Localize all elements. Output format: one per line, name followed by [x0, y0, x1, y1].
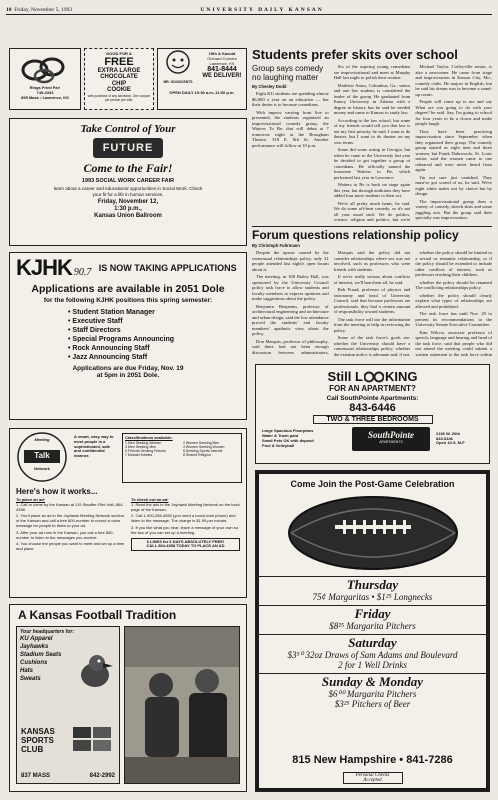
place-step: 1. Call or come by the Kansan at 119 Stauffer-Flint Hall, 864-4358 [16, 501, 124, 512]
kjhk-frequency: 90.7 [73, 267, 92, 278]
article-skits [252, 48, 492, 224]
kjhk-position-item: • Rock Announcing Staff [68, 344, 246, 353]
football-icon [283, 493, 463, 573]
kjhk-logo: KJHK [16, 254, 72, 280]
goodcents-hours: OPEN DAILY 10:30 a.m.-11:00 p.m. [169, 89, 235, 95]
store-item: Jayhawks [20, 643, 49, 650]
postgame-deal: $3⁵⁰ 32oz Draws of Sam Adams and Boulevard [287, 650, 458, 660]
fair-time: 1:30 p.m., [114, 206, 142, 213]
fair-subtitle: Come to the Fair! [83, 161, 173, 175]
goodcents-ad [157, 48, 247, 110]
check-ad-heading: To check out an ad: [131, 497, 169, 502]
forum-column-1 [252, 250, 329, 356]
masthead [6, 5, 492, 15]
article-paragraph: whether the policy should clearly explain what types of relationships are allowed and prohibited. [415, 292, 492, 309]
card-icon [73, 740, 91, 751]
article-paragraph: Michael Taylor, Coffeyville senior, is also a newcomer. He came from stage and improvisation in Kansas City, Mo., comedy clubs. He majors in English, but he said his dream was to become a stand-up comic. [415, 64, 492, 97]
store-name: KANSAS SPORTS CLUB [21, 727, 55, 754]
classifications-list [125, 441, 239, 458]
skits-column-3 [415, 64, 492, 222]
card-icon [93, 727, 111, 738]
check-step: 1. Read the ads in the Jayhawk Meeting Network on the back page of the Kansan. [131, 501, 240, 512]
feature-item: Large Spacious Floorplans [262, 428, 314, 434]
feature-item: Water & Trash paid [262, 433, 299, 439]
southpointe-logo: SouthPointe [367, 430, 414, 440]
southpointe-sub: FOR AN APARTMENT? [329, 384, 416, 393]
cookie-free: FREE [104, 55, 134, 68]
skits-column-1 [252, 91, 329, 148]
skits-deck: Group says comedy no laughing matter [252, 64, 324, 82]
article-paragraph: According to the law school, but some of my friends would tell you that law is not my first priority, he said. I want to do theater, but I want to do theater on my own terms. [333, 117, 411, 145]
store-heading: Your headquarters for: [20, 629, 74, 635]
article-paragraph: Kim Wilcox, associate professor of speech, language and hearing and head of the task force, said that people who did not attend the meeting could submit a written statement to the task force within [415, 329, 492, 356]
article-paragraph: Benjamin Benjamin, professor of architectural engineering and architecture and urban design, said the low attendance proved the students' and faculty members' apathetic view about the policy. [252, 303, 329, 336]
fair-event: 1993 SOCIAL WORK CAREER FAIR [81, 178, 175, 184]
postgame-title: Come Join the Post-Game Celebration [290, 479, 455, 489]
football-fans-photo [124, 626, 240, 784]
article-paragraph: The task force has until Nov. 29 to present its recommendations to the University Senate Executive Committee. [415, 311, 492, 327]
feature-item: Small Pets OK with deposit [262, 438, 314, 443]
goodcents-phone: 841-8444 [207, 66, 237, 74]
southpointe-addr3: Open 10-5, M-F [436, 440, 465, 446]
classification-item: 4 Women Seeking Women [183, 445, 225, 449]
southpointe-beds: TWO & THREE BEDROOMS [313, 415, 433, 424]
kjhk-ad [9, 252, 247, 420]
postgame-deal: $8²⁵ Margarita Pitchers [329, 621, 416, 631]
payment-cards [73, 727, 111, 751]
article-forum [252, 226, 492, 358]
postgame-day: Saturday [259, 634, 486, 650]
skits-headline: Students prefer skits over school [252, 48, 458, 62]
store-phone: 842-2992 [89, 773, 115, 779]
skits-column-2 [334, 64, 411, 222]
article-paragraph: Some did some acting in Georgia, but when he came to the University last year he decided to get together a group of comedians. He officially named the foursome Waiters to Be, which performed last year in Lawrence. [333, 147, 411, 180]
store-item: Sweats [20, 675, 41, 682]
article-paragraph: Eight KU students are spending almost $6,000 a year on an education — but their desire is to become comedians. [252, 91, 329, 107]
southpointe-phone: 843-6446 [349, 402, 396, 414]
article-paragraph: Matthew Amos, Columbus, Ga., senior and one law student, is considered the leader of the group. He graduated from Emory University in Atlanta with a degree in history but he said he needed money and came to Kansas to study law. [333, 82, 411, 115]
photo-people [125, 627, 240, 784]
paper-name: UNIVERSITY DAILY KANSAN [200, 7, 324, 13]
page-number: 10 [6, 7, 12, 13]
article-paragraph: The task force will use the information from the meeting to help in reviewing the policy. [333, 316, 411, 333]
card-icon [93, 740, 111, 751]
title-part1: Still L [327, 369, 363, 384]
kjhk-heading: IS NOW TAKING APPLICATIONS [98, 262, 237, 273]
postgame-day: Thursday [259, 576, 486, 592]
article-paragraph: Despite the uproar caused by the consensual relationships policy, only 21 people attended last night's open forum about it. [252, 250, 329, 272]
goodcents-address2: Orchard Corners [207, 55, 237, 61]
check-step: 2. Call 1-900-285-4550 (you need a touch-tone phone) and listen to the message. The charge is $1.95 per minute. [131, 513, 236, 524]
southpointe-features [262, 429, 352, 448]
goodcents-delivery: WE DELIVER! [202, 73, 242, 80]
onion-rings-icon [10, 52, 80, 86]
cookie-line3: EXTRA LARGE [97, 67, 141, 74]
issue-date: Friday, November 5, 1993 [14, 7, 73, 13]
postgame-address: 815 New Hampshire • 841-7286 [292, 754, 453, 766]
football-tradition-ad [9, 604, 247, 792]
cookie-coupon [84, 48, 154, 110]
fair-description: learn about a career and educational opportunities in Social Work. Check your fit for a life in human services. [53, 186, 203, 197]
classification-item: 3 Men Seeking Men [125, 445, 157, 449]
article-paragraph: Six of the aspiring young comedians are improvisational and meet at Murphy Hall last night to polish their routine. [333, 64, 411, 80]
postgame-deal: 75¢ Margaritas • $1²⁵ Longnecks [312, 592, 433, 602]
free-lines-offer: 6 LINES for 6 DAYS ABSOLUTELY FREE! [146, 538, 225, 544]
logo-bottom: Network [34, 466, 50, 471]
postgame-ad [255, 470, 490, 792]
cookie-line6: COOKIE [107, 87, 131, 94]
postgame-deal: 2 for 1 Well Drinks [338, 660, 407, 670]
title-part2: KING [384, 369, 418, 384]
article-paragraph: Marquis said the policy did not consider relationships where sex was not involved, such as professors who were friends with students. [333, 250, 411, 272]
logo-top: Meeting [34, 437, 50, 442]
store-item: Stadium Seats [20, 651, 62, 658]
postgame-day: Sunday & Monday [259, 673, 486, 689]
article-paragraph: Don Marquis, professor of philosophy, said there had not been enough discussion between administrators, [252, 338, 329, 355]
store-item: Hats [20, 667, 34, 674]
southpointe-logo-sub: APARTMENTS [379, 440, 403, 444]
classification-item: 7 Mutual Hobbies [125, 453, 153, 458]
forum-column-2 [334, 250, 411, 356]
free-lines-call: CALL 864-4358 TODAY TO PLACE AN AD [146, 543, 225, 549]
classification-item: 2 Women Seeking Men [183, 440, 220, 445]
article-paragraph: Some of the task force's goals are: whether the University should have a consensual relationships policy; whether the existing policy is adequate and, if not, [333, 335, 411, 356]
forum-headline: Forum questions relationship policy [252, 228, 459, 242]
forum-column-3 [415, 250, 492, 356]
article-paragraph: We're all pretty much hams, he said. We do some off-beat comedy, so it's not all your usual stuff. We do politics, science, religion and politics, but we're [333, 200, 411, 222]
how-it-works: Here's how it works... [16, 487, 98, 496]
southpointe-call: Call SouthPointe Apartments: [326, 395, 419, 402]
rings-ad [9, 48, 81, 110]
goodcents-logo-icon [161, 49, 195, 75]
jayhawk-icon [75, 651, 115, 691]
cookie-line1: GOOD FOR A [106, 51, 132, 56]
article-paragraph: With improv varying from live to presented, the students organized an improvisational comedy group, the Waiters To Be, that will debut at 7 tomorrow night at the Brougham Theatre, 318 E. 8th St. Another performance will follow at 10 p.m. [252, 109, 329, 148]
rings-phone: 749-4333 [36, 89, 54, 95]
place-ad-heading: To place an ad: [16, 497, 45, 502]
postgame-checks: Personal Checks Accepted [343, 772, 403, 784]
postgame-deal: $6⁰⁰ Margarita Pitchers [328, 689, 417, 699]
classifications-heading: Classifications available: [125, 435, 173, 440]
article-paragraph: The meeting, in 100 Bailey Hall, was sponsored by the University Council policy task force to allow students and faculty members to express opinions and make suggestions about the policy. [252, 274, 329, 301]
cookie-line5: CHIP [111, 80, 127, 87]
article-paragraph: whether the policy should be limited to a sexual or romantic relationship, or if the policy should be extended to include other conflicts of interest, such as professors teaching their children. [415, 250, 492, 277]
southpointe-addr2: 843-6446 [436, 435, 453, 441]
fair-date: Friday, November 12, [97, 199, 159, 206]
postgame-deal: $3²⁵ Pitchers of Beer [334, 699, 411, 709]
postgame-day: Friday [259, 605, 486, 621]
southpointe-ad [255, 364, 490, 464]
logo-mid: Talk [34, 451, 50, 460]
kjhk-position-item: • Jazz Announcing Staff [68, 353, 246, 362]
article-paragraph: The improvisational group does a variety of comedy, sketch skits and some juggling acts. But the group said their specialty was improvisation. [415, 198, 492, 220]
kjhk-due2: at 5pm in 2051 Dole. [96, 372, 160, 379]
forum-byline: By Christoph Fuhrmann [252, 243, 300, 248]
binoculars-icon [364, 371, 384, 383]
meeting-talk-logo [10, 429, 74, 487]
place-step: 4. You choose the people you want to meet and set up a time and place. [16, 541, 125, 552]
kjhk-main: Applications are available in 2051 Dole [31, 283, 225, 295]
meeting-tagline: A smart, easy way to meet people in a sophisticated, safe and confidential manner. [74, 434, 114, 459]
place-step: 3. After your ad runs in the Kansan, you call a free 800-number to listen to the messages you receive. [16, 529, 114, 540]
article-paragraph: Bob Fraud, professor of physics and astronomy and head of University Council, said that because professors are professionals, they had a certain amount of responsibility toward students. [333, 287, 411, 314]
rings-address: 855 Mass • Lawrence, KS [21, 94, 69, 100]
article-paragraph: whether the policy should be renamed The conflicting relationships policy. [415, 279, 492, 290]
article-paragraph: People will come up to me and say What are you going to do with your degree? he said. Say, I'm going to school for four years to be a clown and make people laugh. [415, 99, 492, 126]
classification-item: 6 Seeking Sports Interest [183, 449, 223, 454]
rings-name: Rings Fried Far! [29, 85, 61, 90]
goodcents-brand: MR. GOODCENTS [163, 80, 193, 84]
fair-place: Kansas Union Ballroom [94, 213, 162, 220]
southpointe-addr1: 2166 W. 26th [436, 430, 461, 436]
postgame-days [259, 576, 486, 709]
classification-item: 5 Friends Seeking Friends [125, 449, 166, 454]
cookie-line4: CHOCOLATE [100, 74, 138, 81]
career-fair-ad [9, 118, 247, 246]
store-item: KU Apparel [20, 635, 53, 642]
article-paragraph: Waiters to Be is back on stage again this year, but through auditions they have added four more students to their act. [333, 182, 411, 198]
divider [252, 226, 492, 227]
kjhk-due1: Applications are due Friday, Nov. 19 [72, 365, 184, 372]
football-title: A Kansas Football Tradition [18, 608, 177, 622]
store-address: 837 MASS [21, 773, 51, 779]
place-step: 2. You'll place an ad in the Jayhawk Meeting Network section of the Kansan and call a free 800-number to record a voice message for people to listen to your ad. [16, 513, 124, 528]
article-paragraph: They have been practicing improvisation since September when they organized their group. The comedy group started as eight men and three women, but Frank Dubrowolo, St. Louis senior, said the women came to one rehearsal and were never heard from again. [415, 128, 492, 172]
goodcents-address1: 15th & Kasold [208, 51, 236, 56]
southpointe-title [256, 369, 489, 384]
fair-title: Take Control of Your [80, 123, 176, 135]
classification-item: 8 Shared Religion [183, 453, 211, 458]
kjhk-sub: for the following KJHK positions this spring semester: [43, 297, 213, 304]
kjhk-position-item: • Student Station Manager [68, 308, 246, 317]
kjhk-positions [68, 308, 246, 362]
kjhk-position-item: • Executive Staff [68, 317, 246, 326]
meeting-network-ad [9, 428, 247, 598]
kjhk-position-item: • Special Programs Announcing [68, 335, 246, 344]
cookie-fine: with purchase of any sandwich. One coupon per person per visit. [87, 93, 151, 102]
classification-item: 1 Men Seeking Women [125, 440, 162, 445]
feature-item: Pool & Volleyball [262, 442, 295, 448]
goodcents-address3: Lawrence, KS [209, 60, 235, 66]
check-step: 3. If you like what you hear, leave a message of your own so the two of you can set up a meeting. [131, 524, 238, 535]
article-paragraph: I'm not sure just vanished. They must've got scared of us, he said. We're eight white males not by choice but by design. [415, 174, 492, 196]
place-ad-steps [16, 503, 125, 552]
kjhk-position-item: • Staff Directors [68, 326, 246, 335]
check-ad-steps [131, 503, 240, 536]
card-icon [73, 727, 91, 738]
skits-byline: By Chesley Dodd [252, 84, 287, 89]
store-item: Cushions [20, 659, 48, 666]
article-paragraph: If we're really serious about conflicts of interest, we'll ban them all, he said. [333, 274, 411, 285]
fair-future-word: FUTURE [93, 138, 163, 158]
